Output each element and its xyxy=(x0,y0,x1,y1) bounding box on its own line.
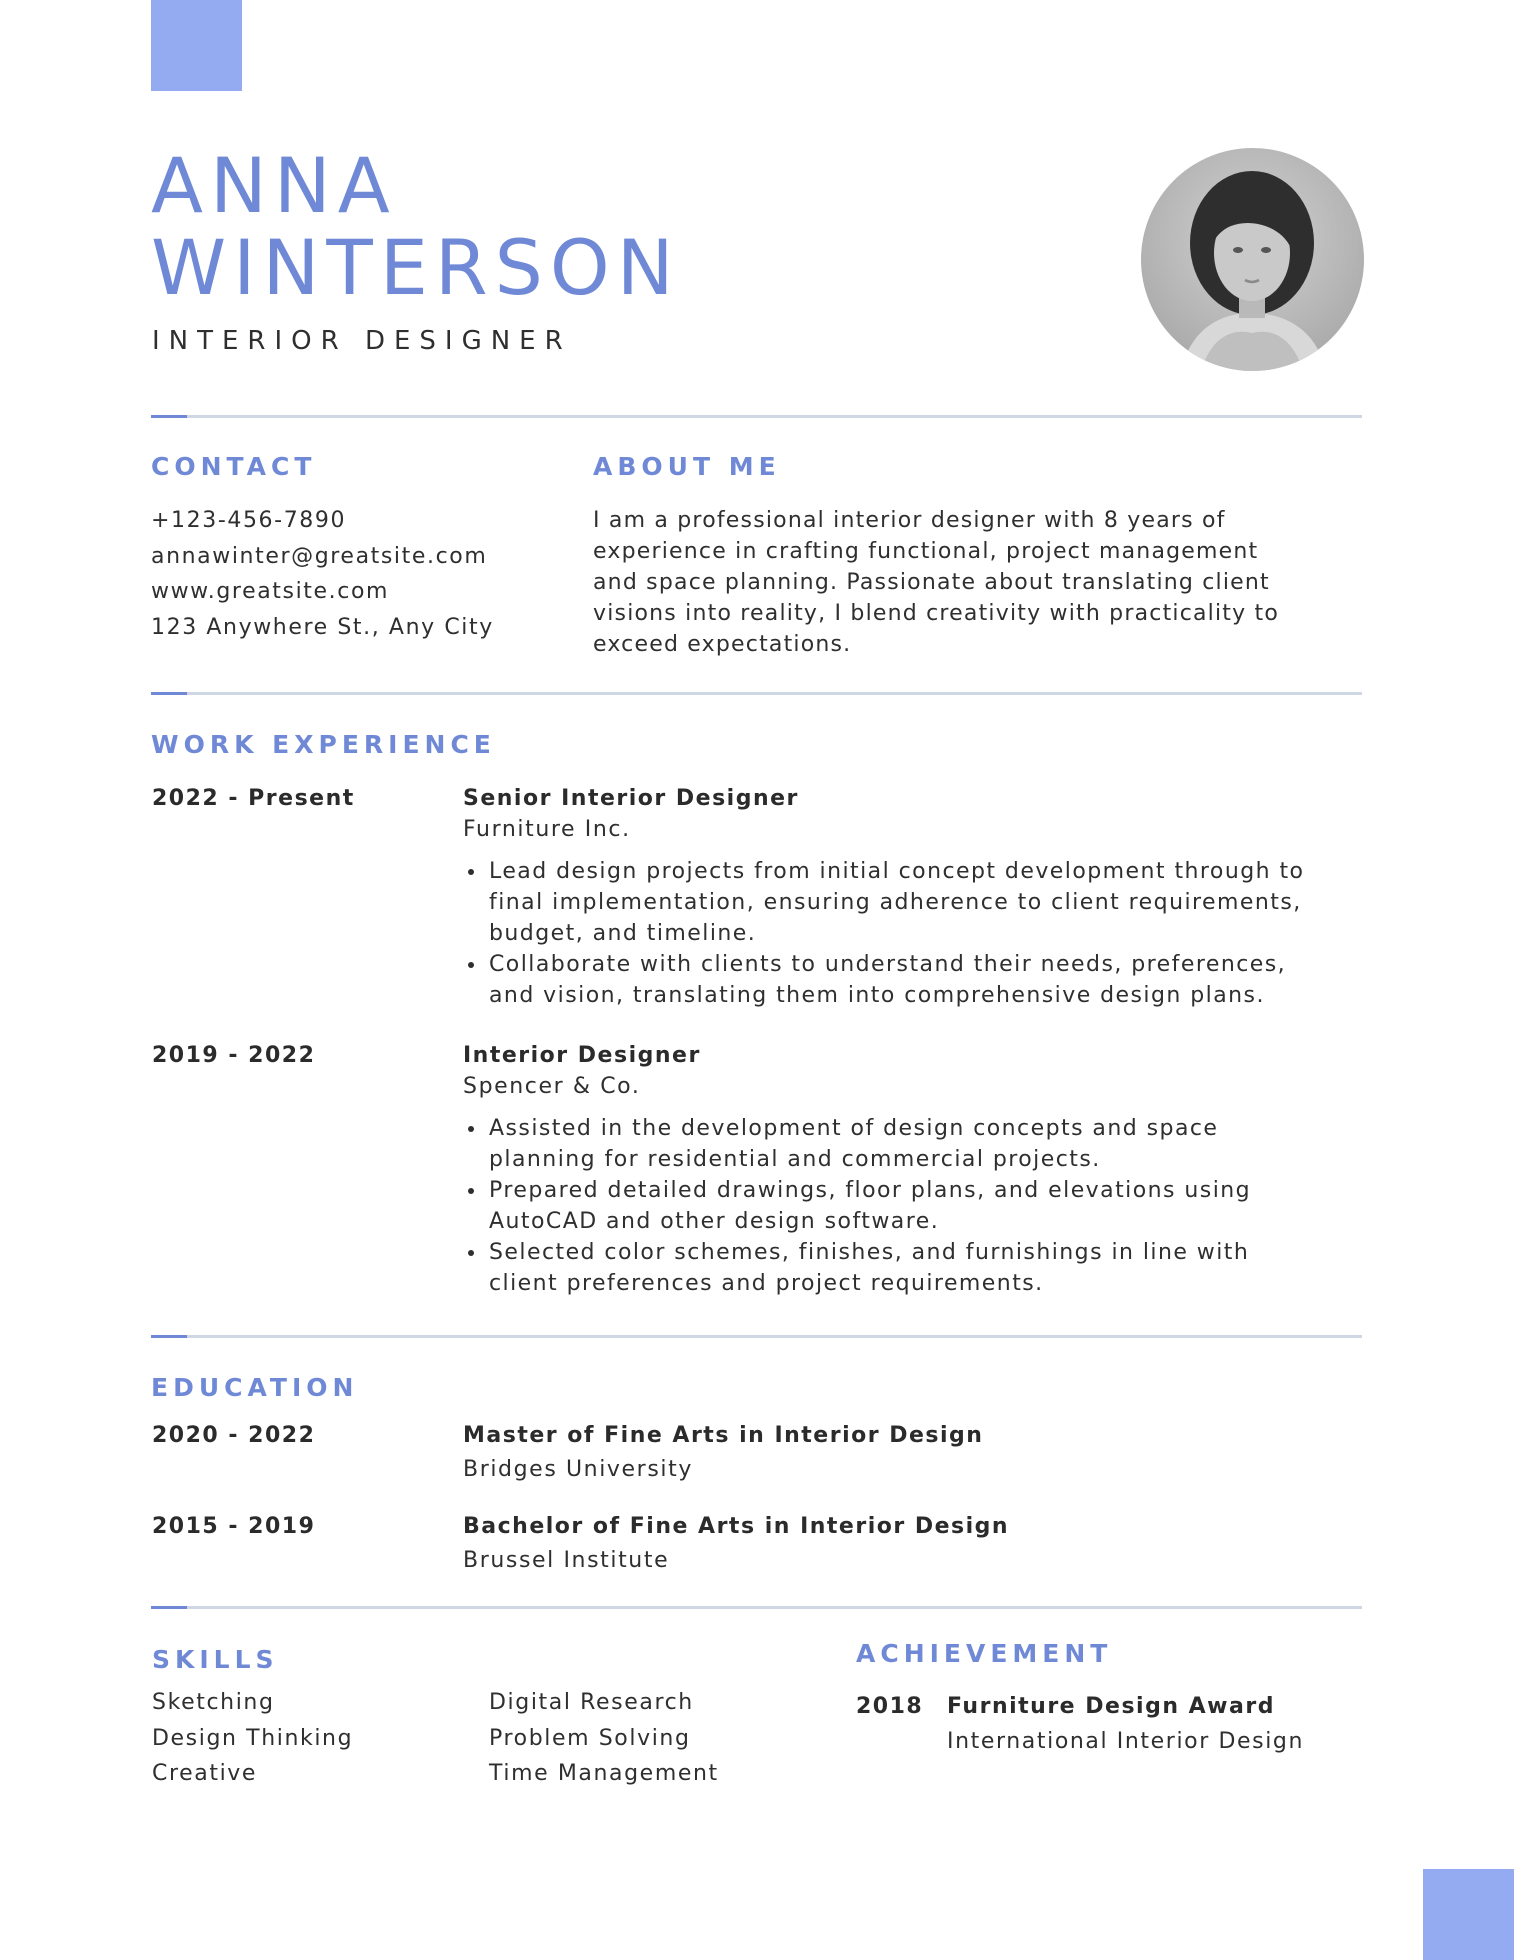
job-bullet xyxy=(463,1113,1251,1175)
divider xyxy=(151,692,1362,695)
profile-photo xyxy=(1141,148,1364,371)
job-company: Spencer & Co. xyxy=(463,1074,641,1099)
education-title: EDUCATION xyxy=(151,1373,359,1402)
job-company: Furniture Inc. xyxy=(463,817,631,842)
achievement-title: ACHIEVEMENT xyxy=(856,1639,1113,1668)
divider-accent xyxy=(151,1606,187,1609)
job-bullet xyxy=(463,1237,1251,1299)
job-bullets xyxy=(463,856,1304,1011)
education-school: Bridges University xyxy=(463,1457,693,1482)
about-line: exceed expectations. xyxy=(593,632,852,657)
bullet-line: Selected color schemes, finishes, and furnishings in line with xyxy=(489,1240,1250,1265)
portrait-icon xyxy=(1141,148,1364,371)
about-line: I am a professional interior designer with 8 years of xyxy=(593,508,1226,533)
education-dates: 2015 - 2019 xyxy=(152,1514,316,1539)
about-line: experience in crafting functional, project management xyxy=(593,539,1259,564)
email-link[interactable]: annawinter@greatsite.com xyxy=(151,543,488,569)
skill-item: Problem Solving xyxy=(489,1725,691,1751)
bottom-accent-block xyxy=(1423,1869,1514,1960)
bullet-line: client preferences and project requirements. xyxy=(489,1271,1044,1296)
phone-text: +123-456-7890 xyxy=(151,508,347,533)
last-name: WINTERSON xyxy=(151,223,681,312)
divider-accent xyxy=(151,692,187,695)
education-degree: Bachelor of Fine Arts in Interior Design xyxy=(463,1514,1010,1539)
job-dates: 2019 - 2022 xyxy=(152,1043,316,1068)
job-bullet xyxy=(463,949,1304,1011)
job-title: Senior Interior Designer xyxy=(463,786,799,811)
skill-item: Sketching xyxy=(152,1690,275,1715)
education-degree: Master of Fine Arts in Interior Design xyxy=(463,1423,984,1448)
about-title: ABOUT ME xyxy=(593,452,781,481)
bullet-line: planning for residential and commercial projects. xyxy=(489,1147,1101,1172)
skill-item: Creative xyxy=(152,1761,258,1786)
top-accent-block xyxy=(151,0,242,91)
education-dates: 2020 - 2022 xyxy=(152,1423,316,1448)
first-name: ANNA xyxy=(151,141,397,230)
skill-item: Design Thinking xyxy=(152,1725,354,1751)
contact-title: CONTACT xyxy=(151,452,317,481)
bullet-line: Assisted in the development of design concepts and space xyxy=(489,1116,1219,1141)
education-school: Brussel Institute xyxy=(463,1548,670,1573)
bullet-line: budget, and timeline. xyxy=(489,921,757,946)
about-line: and space planning. Passionate about translating client xyxy=(593,570,1270,595)
work-title: WORK EXPERIENCE xyxy=(151,730,496,759)
about-line: visions into reality, I blend creativity with practicality to xyxy=(593,601,1280,626)
contact-list xyxy=(151,503,494,645)
job-role: INTERIOR DESIGNER xyxy=(152,326,572,356)
divider xyxy=(151,1606,1362,1609)
job-bullet xyxy=(463,1175,1251,1237)
job-title: Interior Designer xyxy=(463,1043,701,1068)
achievement-name: Furniture Design Award xyxy=(947,1694,1275,1719)
bullet-line: Collaborate with clients to understand their needs, preferences, xyxy=(489,952,1287,977)
bullet-line: final implementation, ensuring adherence to client requirements, xyxy=(489,890,1302,915)
job-bullet xyxy=(463,856,1304,949)
divider xyxy=(151,1335,1362,1338)
skill-item: Digital Research xyxy=(489,1690,694,1715)
divider-accent xyxy=(151,1335,187,1338)
bullet-line: Prepared detailed drawings, floor plans, and elevations using xyxy=(489,1178,1252,1203)
website-link[interactable]: www.greatsite.com xyxy=(151,579,390,604)
skills-column-1 xyxy=(152,1685,353,1792)
job-bullets xyxy=(463,1113,1251,1299)
about-text xyxy=(593,505,1279,660)
bullet-line: and vision, translating them into comprehensive design plans. xyxy=(489,983,1265,1008)
divider-accent xyxy=(151,415,187,418)
achievement-year: 2018 xyxy=(856,1694,924,1719)
divider xyxy=(151,415,1362,418)
job-dates: 2022 - Present xyxy=(152,786,355,811)
address-text: 123 Anywhere St., Any City xyxy=(151,614,494,640)
skill-item: Time Management xyxy=(489,1761,719,1786)
achievement-org: International Interior Design xyxy=(947,1729,1305,1754)
skills-column-2 xyxy=(489,1685,719,1792)
bullet-line: AutoCAD and other design software. xyxy=(489,1209,940,1234)
skills-title: SKILLS xyxy=(152,1645,279,1674)
bullet-line: Lead design projects from initial concept development through to xyxy=(489,859,1305,884)
